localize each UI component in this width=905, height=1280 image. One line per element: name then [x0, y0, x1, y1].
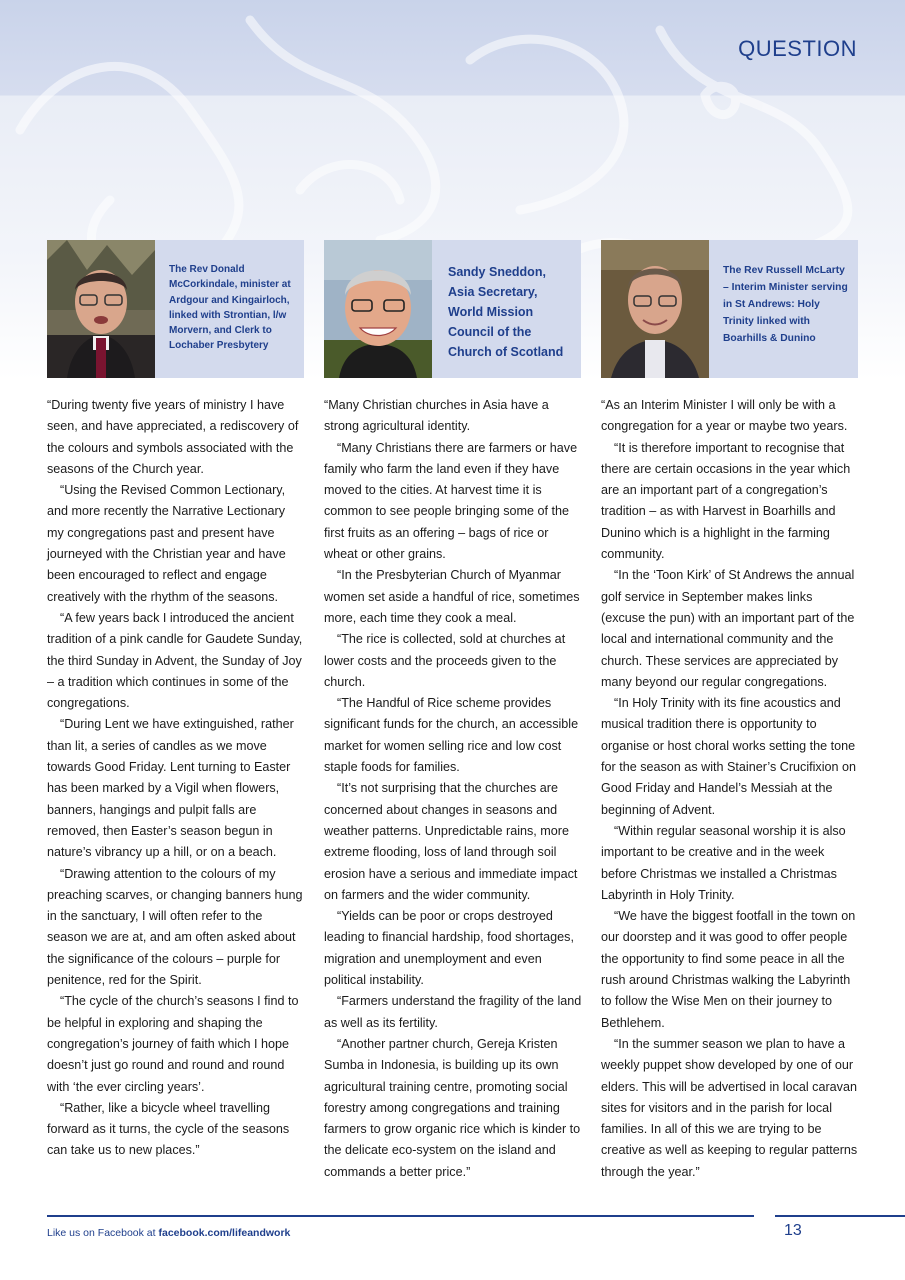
portrait-photo: [601, 240, 709, 378]
paragraph: “In Holy Trinity with its fine acoustics and musical tradition there is opportunity to organise or host choral works setting the tone for the season as with Stainer’s Crucifixion on Good Friday and Handel’s Messiah at the beginning of Advent.: [601, 696, 857, 817]
paragraph: “Using the Revised Common Lectionary, and more recently the Narrative Lectionary my congregations past and present have journeyed with the Christian year and have been encouraged to reflect and engage creatively with the rhythm of the seasons.: [47, 483, 286, 604]
article-column-2: [324, 395, 582, 1183]
footer-prefix: Like us on Facebook at: [47, 1227, 159, 1239]
paragraph: “Drawing attention to the colours of my preaching scarves, or changing banners hung in the sanctuary, I will often refer to the season we are at, and am often asked about the significance of the colours – purple for penitence, red for the Spirit.: [47, 866, 303, 988]
paragraph: “As an Interim Minister I will only be with a congregation for a year or maybe two years.: [601, 398, 848, 434]
paragraph: “During Lent we have extinguished, rather than lit, a series of candles as we move towards Good Friday. Lent turning to Easter has been marked by a Vigil when flowers, banners, hangings and pulpit falls are removed, then Easter’s season begun in nature’s vibrancy up a hill, or on a beach.: [47, 717, 294, 860]
paragraph: “Many Christian churches in Asia have a strong agricultural identity.: [324, 398, 549, 434]
profile-card-2: [324, 240, 581, 378]
article-column-1: [47, 395, 305, 1162]
portrait-photo: [324, 240, 432, 378]
paragraph: “It’s not surprising that the churches are concerned about changes in seasons and weather patterns. Unpredictable rains, more extreme flooding, loss of land through soil erosion have a serious and immediate impact on farmers and the wider community.: [324, 781, 578, 902]
footer-divider: [47, 1215, 754, 1217]
portrait-photo: [47, 240, 155, 378]
paragraph: “The cycle of the church’s seasons I find to be helpful in exploring and shaping the congregation’s journey of faith which I hope doesn’t just go round and round and round with ‘the ever circling years’.: [47, 994, 299, 1094]
page-number: 13: [784, 1222, 802, 1239]
profile-card-1: [47, 240, 304, 378]
contributor-caption: The Rev Russell McLarty – Interim Minister serving in St Andrews: Holy Trinity linked with Boarhills & Dunino: [723, 265, 848, 344]
paragraph: “In the summer season we plan to have a weekly puppet show developed by one of our elders. This will be advertised in local caravan sites for visitors and in the parish for local families. In all of this we are trying to be creative as well as keeping to regular patterns through the year.”: [601, 1036, 858, 1179]
paragraph: “Another partner church, Gereja Kristen Sumba in Indonesia, is building up its own agricultural training centre, promoting social forestry among congregations and training farmers to grow organic rice which is kinder to the delicate eco-system on the island and commands a better price.”: [324, 1036, 581, 1179]
paragraph: “Farmers understand the fragility of the land as well as its fertility.: [324, 994, 582, 1030]
paragraph: “We have the biggest footfall in the town on our doorstep and it was good to offer people the opportunity to find some peace in all the rush around Christmas walking the Labyrinth to follow the Wise Men on their journey to Bethlehem.: [601, 909, 856, 1030]
paragraph: “Within regular seasonal worship it is also important to be creative and in the week before Christmas we installed a Christmas Labyrinth in Holy Trinity.: [601, 823, 846, 902]
paragraph: “The Handful of Rice scheme provides significant funds for the church, an accessible market for women selling rice and low cost staple foods for families.: [324, 696, 579, 775]
paragraph: “Yields can be poor or crops destroyed leading to financial hardship, food shortages, migration and unemployment and even political instability.: [324, 909, 574, 988]
profile-card-3: [601, 240, 858, 378]
article-column-3: [601, 395, 859, 1183]
section-label: QUESTION: [738, 36, 857, 61]
paragraph: “It is therefore important to recognise that there are certain occasions in the year which are an important part of a congregation’s tradition – as with Harvest in Boarhills and Dunino which is a highlight in the farming community.: [601, 440, 851, 562]
footer-social-note: [47, 1227, 290, 1239]
footer-divider-right: [775, 1215, 905, 1217]
paragraph: “During twenty five years of ministry I have seen, and have appreciated, a rediscovery of the colours and symbols associated with the seasons of the Church year.: [47, 398, 299, 476]
paragraph: “Rather, like a bicycle wheel travelling forward as it turns, the cycle of the seasons can take us to new places.”: [47, 1100, 290, 1158]
paragraph: “In the ‘Toon Kirk’ of St Andrews the annual golf service in September makes links (excuse the pun) with an important part of the local and international community and the church. These services are appreciated by many beyond our regular congregations.: [601, 568, 855, 689]
contributor-caption: Sandy Sneddon, Asia Secretary, World Mission Council of the Church of Scotland: [448, 265, 564, 359]
paragraph: “A few years back I introduced the ancient tradition of a pink candle for Gaudete Sunday, the third Sunday in Advent, the Sunday of Joy – a tradition which continues in some of the congregations.: [47, 610, 303, 711]
facebook-link[interactable]: facebook.com/lifeandwork: [158, 1227, 291, 1239]
paragraph: “In the Presbyterian Church of Myanmar women set aside a handful of rice, sometimes more, each time they cook a meal.: [324, 568, 580, 625]
paragraph: “The rice is collected, sold at churches at lower costs and the proceeds given to the church.: [324, 632, 566, 689]
paragraph: “Many Christians there are farmers or have family who farm the land even if they have moved to the cities. At harvest time it is common to see people bringing some of the first fruits as an offering – bags of rice or wheat or other grains.: [324, 440, 578, 562]
contributor-caption: The Rev Donald McCorkindale, minister at Ardgour and Kingairloch, linked with Strontian, l/w Morvern, and Clerk to Lochaber Presbytery: [169, 264, 291, 352]
